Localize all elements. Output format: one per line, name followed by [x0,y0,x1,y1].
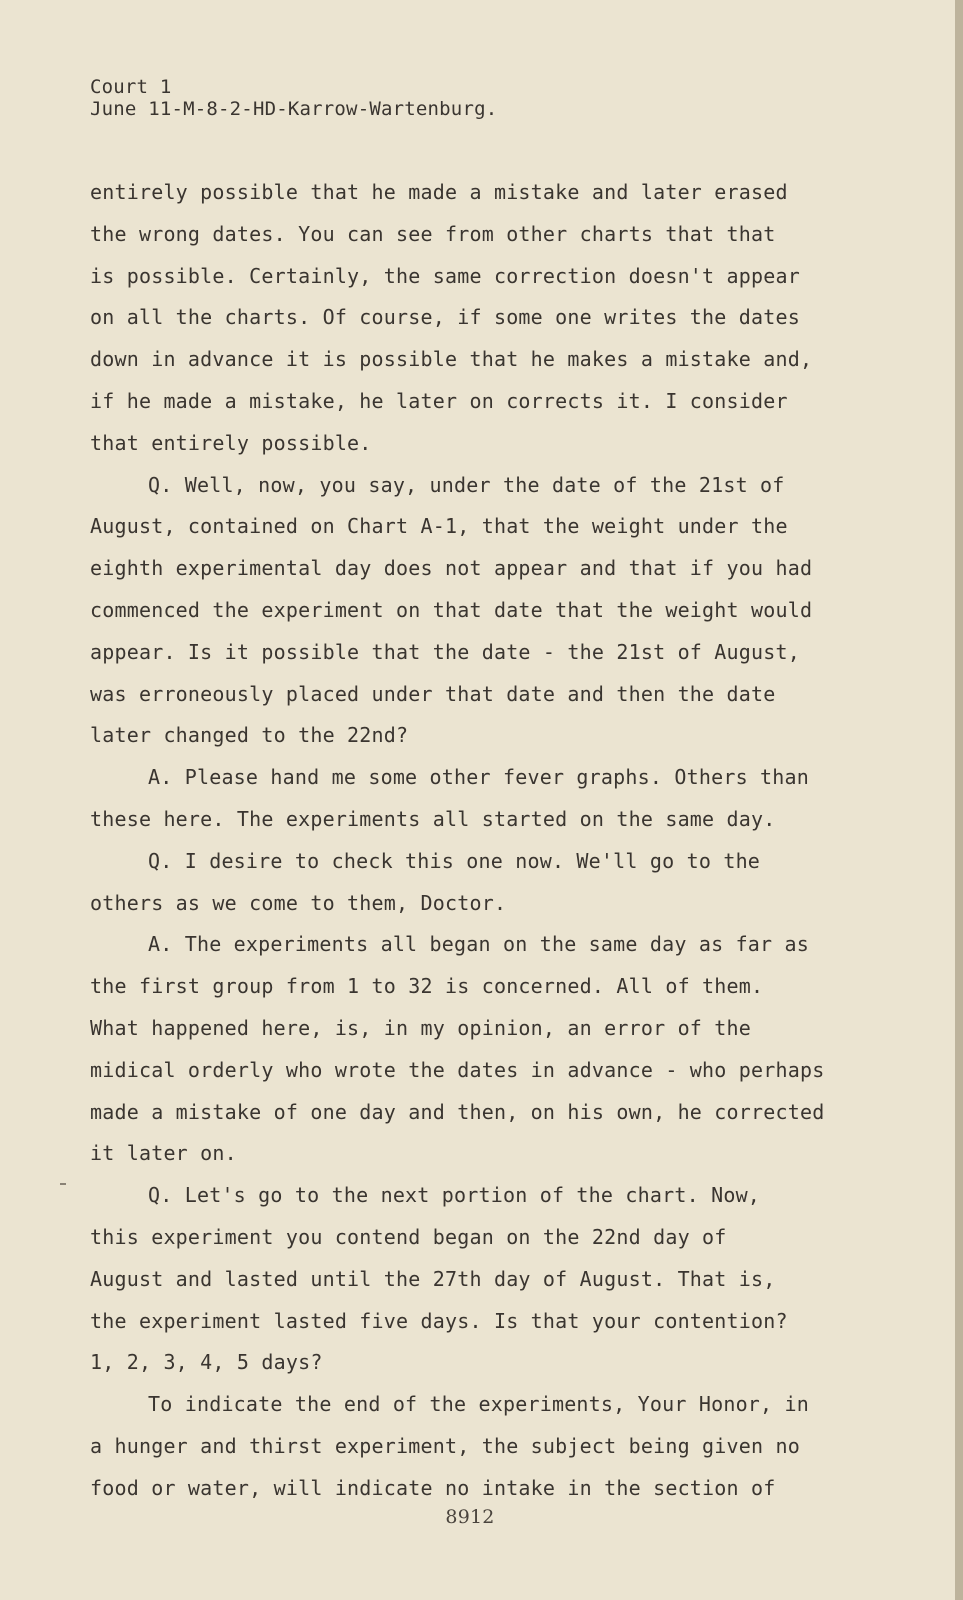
transcript-header [90,76,497,120]
text-line: entirely possible that he made a mistake and later erased [90,180,788,204]
text-line: A. Please hand me some other fever graphs. Others than [148,765,810,790]
text-line: the first group from 1 to 32 is concerned. All of them. [90,974,764,999]
text-line: made a mistake of one day and then, on his own, he corrected [90,1099,825,1124]
text-line: is possible. Certainly, the same correction doesn't appear [90,263,800,288]
text-line: midical orderly who wrote the dates in advance - who perhaps [90,1057,825,1082]
text-line: To indicate the end of the experiments, Your Honor, in [148,1392,810,1417]
text-line: 1, 2, 3, 4, 5 days? [90,1350,323,1375]
text-line: Q. I desire to check this one now. We'll go to the [148,848,761,873]
text-line: appear. Is it possible that the date - the 21st of August, [90,639,800,664]
text-line: was erroneously placed under that date and then the date [90,681,776,706]
text-line: if he made a mistake, he later on corrects it. I consider [90,388,788,413]
text-line: August and lasted until the 27th day of August. That is, [90,1266,776,1291]
margin-mark [60,1183,66,1185]
text-line: A. The experiments all began on the same day as far as [148,932,810,957]
page-number: 8912 [445,1506,495,1528]
text-line: later changed to the 22nd? [90,723,409,748]
text-line: Q. Let's go to the next portion of the chart. Now, [148,1183,761,1208]
text-line: the wrong dates. You can see from other charts that that [90,221,776,246]
text-line: August, contained on Chart A-1, that the weight under the [90,514,788,539]
text-line: this experiment you contend began on the 22nd day of [90,1224,727,1249]
text-line: a hunger and thirst experiment, the subject being given no [90,1433,800,1458]
text-line: on all the charts. Of course, if some one writes the dates [90,305,800,330]
text-line: that entirely possible. [90,430,372,455]
text-line: down in advance it is possible that he makes a mistake and, [90,347,813,372]
text-line: Q. Well, now, you say, under the date of the 21st of [148,472,785,497]
text-line: What happened here, is, in my opinion, an error of the [90,1015,752,1040]
text-line: these here. The experiments all started on the same day. [90,806,776,831]
text-line: eighth experimental day does not appear and that if you had [90,556,813,581]
session-label: June 11-M-8-2-HD-Karrow-Wartenburg. [90,98,498,120]
text-line: food or water, will indicate no intake in the section of [90,1475,776,1500]
transcript-body [90,172,850,1510]
text-line: commenced the experiment on that date that the weight would [90,597,813,622]
text-line: others as we come to them, Doctor. [90,890,507,915]
text-line: it later on. [90,1141,237,1166]
text-line: the experiment lasted five days. Is that your contention? [90,1308,788,1333]
court-label: Court 1 [90,76,172,98]
